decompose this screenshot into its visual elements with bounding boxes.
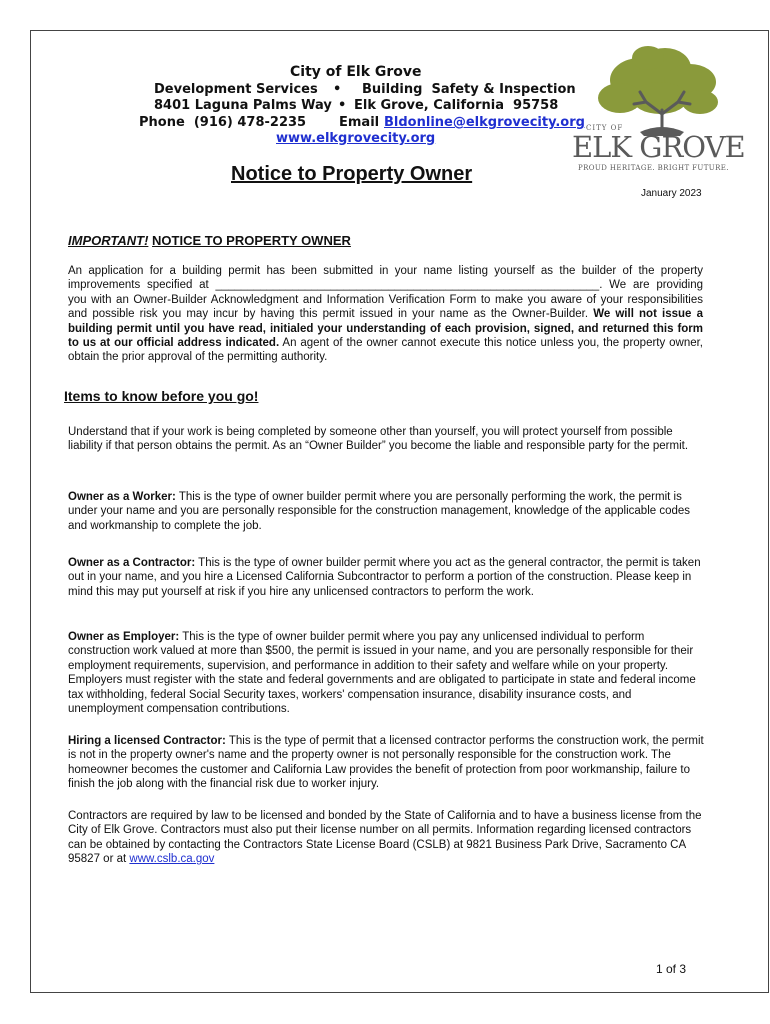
logo-city-of: CITY OF [586,124,624,132]
website-link[interactable]: www.elkgrovecity.org [276,131,436,146]
section-heading: Items to know before you go! [64,388,259,404]
item-owner-contractor [68,556,708,599]
item-hiring-contractor [68,734,708,792]
contractors-paragraph [68,809,708,867]
logo-wordmark: ELK GROVE [572,130,745,164]
item-text: This is the type of owner builder permit where you act as the general contractor, the permit is taken out in your name, and you hire a Licensed California Subcontractor to perform a portion of the construction. Please keep in mind this may put yourself at risk if you hire any unlicensed contractors to perform the work. [68,557,701,598]
item-text: This is the type of owner builder permit where you pay any unlicensed individual to perform construction work valued at more than $500, the permit is issued in your name, and you are personally responsible for their employment requirements, supervision, and performance in addition to their safety and welfare while on your property. Employers must register with the state and federal governments and are obligated to participate in state and federal income tax withholding, federal Social Security taxes, workers' compensation insurance, disability insurance costs, and unemployment compensation contributions. [68,631,696,716]
item-label: Hiring a licensed Contractor: [68,735,226,747]
street-address: 8401 Laguna Palms Way [154,98,332,113]
division-name: Building Safety & Inspection [362,82,576,97]
understand-paragraph: Understand that if your work is being completed by someone other than yourself, you will protect yourself from possible liability if that person obtains the permit. As an “Owner Builder” you become the liable and responsible party for the permit. [68,426,689,453]
cslb-link[interactable]: www.cslb.ca.gov [129,853,215,866]
important-label: IMPORTANT! [68,233,149,248]
bullet-separator: • [338,98,347,113]
item-label: Owner as a Worker: [68,491,176,503]
item-label: Owner as a Contractor: [68,557,196,569]
page-number: 1 of 3 [656,962,687,976]
phone-number: Phone (916) 478-2235 [139,115,307,130]
contractors-text: Contractors are required by law to be licensed and bonded by the State of California and to have a business license from the City of Elk Grove. Contractors must also put their license number on all permits. Information regarding licensed contractors can be obtained by contacting the Contractors State License Board (CSLB) at 9821 Business Park Drive, Sacramento CA 95827 or at [68,810,702,866]
item-owner-worker [68,490,708,533]
city-state-zip: Elk Grove, California 95758 [354,98,559,113]
important-text: NOTICE TO PROPERTY OWNER [152,233,351,248]
city-name: City of Elk Grove [290,64,422,80]
item-text: This is the type of owner builder permit where you are personally performing the work, the permit is under your name and you are personally responsible for the construction management, knowledge of the applicable codes and workmanship to complete the job. [68,491,691,532]
item-label: Owner as Employer: [68,631,180,643]
important-heading [68,233,351,248]
item-text: This is the type of permit that a licensed contractor performs the construction work, the permit is not in the property owner's name and the property owner is not personally responsible for the construction work. The homeowner becomes the customer and California Law provides the benefit of protection from poor workmanship, failure to finish the job along with the financial risk due to worker injury. [68,735,704,791]
email-link[interactable]: Bldonline@elkgrovecity.org [384,115,585,130]
item-owner-employer [68,630,708,716]
email-label: Email [339,115,380,130]
notice-date: January 2023 [641,188,702,199]
bullet-separator: • [333,82,342,97]
intro-paragraph [68,264,703,365]
logo-tagline: PROUD HERITAGE. BRIGHT FUTURE. [578,164,729,172]
page-title: Notice to Property Owner [231,163,473,185]
intro-text: An application for a building permit has been submitted in your name listing yourself as the builder of the property improvements specified at ____________________________________________________________. We are providing you with an Owner-Builder Acknowledgment and Information Verification Form to make you aware of your responsibilities and possible risk you may incur by having this permit issued in your name as the Owner-Builder. [68,265,703,321]
dept-name: Development Services [154,82,318,97]
intro-bold-text: We will not issue a building permit until you have read, initialed your understanding of each provision, signed, and returned this form to us at our official address indicated. [68,308,703,350]
intro-text-end: An agent of the owner cannot execute this notice unless you, the property owner, obtain the prior approval of the permitting authority. [68,337,703,364]
